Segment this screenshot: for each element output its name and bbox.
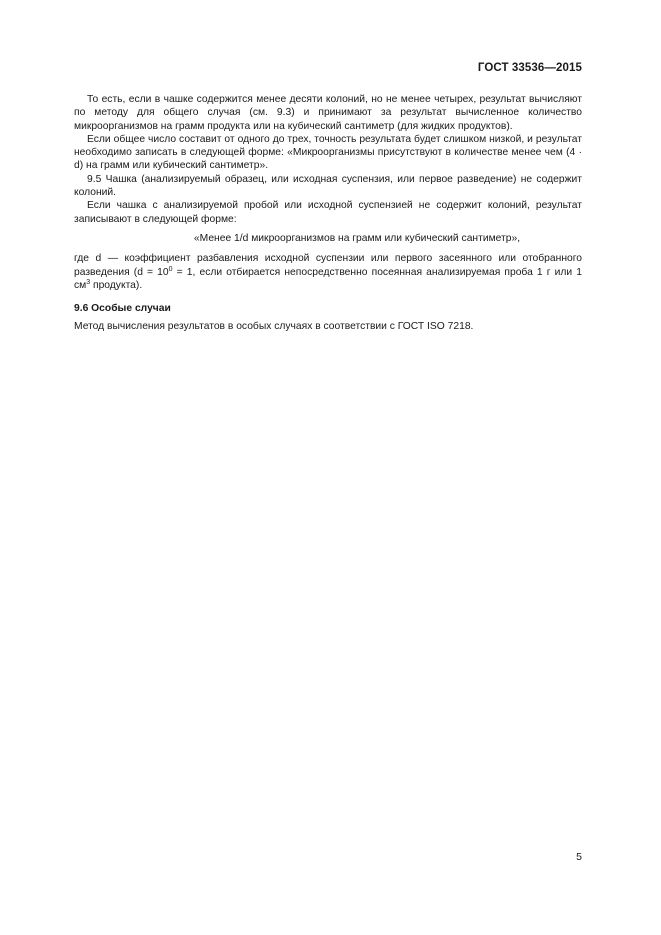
- main-content: [74, 93, 582, 334]
- formula-text: «Менее 1/d микроорганизмов на грамм или кубический сантиметр»,: [193, 232, 521, 244]
- superscript-unit: 3: [86, 278, 91, 286]
- section-heading-9-6: 9.6 Особые случаи: [74, 303, 171, 315]
- paragraph: Если чашка с анализируемой пробой или исходной суспензией не содержит колоний, результат записывают в следующей форме:: [74, 200, 582, 225]
- paragraph: То есть, если в чашке содержится менее десяти колоний, но не менее четырех, результат вычисляют по методу для общего случая (см. 9.3) и принимают за результат вычисленное количество микроорганизмов на грамм продукта или на кубический сантиметр (для жидких продуктов).: [74, 94, 582, 132]
- paragraph: Если общее число составит от одного до трех, точность результата будет слишком низкой, и результат необходимо записать в следующей форме: «Микроорганизмы присутствуют в количестве менее чем (4 · d) на грамм или кубический сантиметр».: [74, 133, 582, 172]
- paragraph-clause-9-5: 9.5 Чашка (анализируемый образец, или исходная суспензия, или первое разведение) не содержит колоний.: [74, 173, 582, 199]
- definition-text-a: где d — коэффициент разбавления исходной суспензии или первого засеянного или отобранного разведения (d = 10: [74, 253, 582, 278]
- definition-text-c: продукта).: [90, 279, 143, 291]
- superscript-exponent: 0: [168, 265, 173, 273]
- definition-text-b: = 1, если отбирается непосредственно посеянная анализируемая проба 1 г или 1 см: [74, 266, 582, 291]
- document-code: ГОСТ 33536—2015: [477, 62, 582, 74]
- paragraph-definition: [74, 252, 582, 292]
- page-number: 5: [576, 851, 582, 863]
- result-formula: [74, 232, 582, 245]
- paragraph: Метод вычисления результатов в особых случаях в соответствии с ГОСТ ISO 7218.: [74, 321, 474, 333]
